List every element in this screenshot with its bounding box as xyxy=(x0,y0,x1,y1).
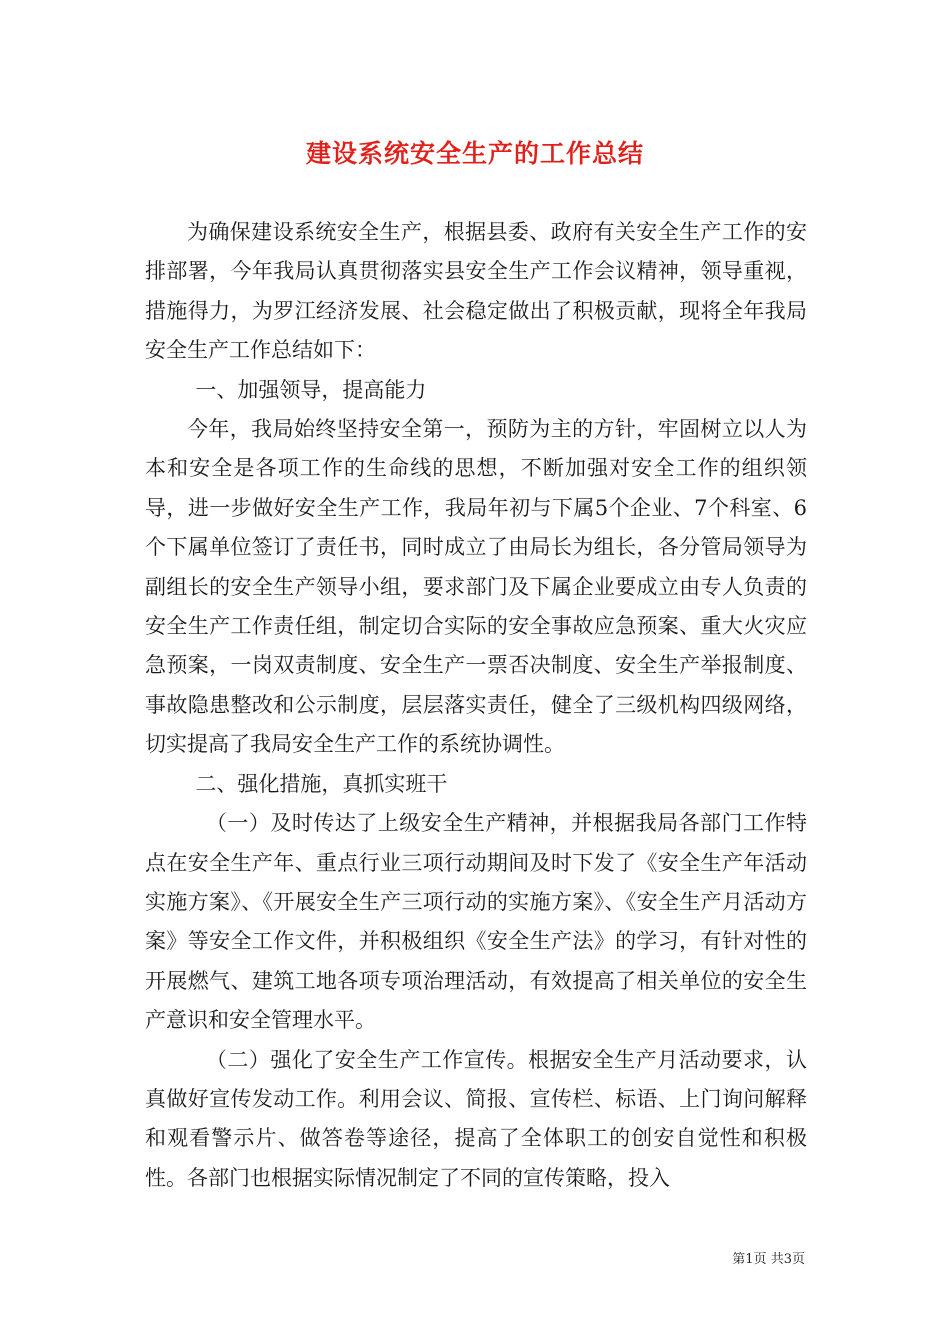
page-number-footer xyxy=(732,1248,805,1267)
footer-total-pages: 3 xyxy=(783,1252,792,1267)
footer-middle: 页 共 xyxy=(753,1252,784,1267)
footer-prefix: 第 xyxy=(732,1252,746,1267)
section-2-item-2: （二）强化了安全生产工作宣传。根据安全生产月活动要求，认真做好宣传发动工作。利用会议、简报、宣传栏、标语、上门询问解释和观看警示片、做答卷等途径，提高了全体职工的创安自觉性和积极性。各部门也根据实际情况制定了不同的宣传策略，投入 xyxy=(145,1047,807,1190)
section-2-item-1: （一）及时传达了上级安全生产精神，并根据我局各部门工作特点在安全生产年、重点行业三项行动期间及时下发了《安全生产年活动实施方案》、《开展安全生产三项行动的实施方案》、《安全生产月活动方案》等安全工作文件，并积极组织《安全生产法》的学习，有针对性的开展燃气、建筑工地各项专项治理活动，有效提高了相关单位的安全生产意识和安全管理水平。 xyxy=(145,811,807,1033)
document-body xyxy=(145,213,807,1198)
document-title: 建设系统安全生产的工作总结 xyxy=(305,139,644,168)
section-heading-2: 二、强化措施，真抓实班干 xyxy=(195,771,448,796)
intro-paragraph: 为确保建设系统安全生产，根据县委、政府有关安全生产工作的安排部署，今年我局认真贯彻落实县安全生产工作会议精神，领导重视，措施得力，为罗江经济发展、社会稳定做出了积极贡献，现将全年我局安全生产工作总结如下： xyxy=(145,220,807,363)
footer-current-page: 1 xyxy=(745,1252,754,1267)
section-1-paragraph: 今年，我局始终坚持安全第一，预防为主的方针，牢固树立以人为本和安全是各项工作的生命线的思想，不断加强对安全工作的组织领导，进一步做好安全生产工作，我局年初与下属5个企业、7个科室、6个下属单位签订了责任书，同时成立了由局长为组长，各分管局领导为副组长的安全生产领导小组，要求部门及下属企业要成立由专人负责的安全生产工作责任组，制定切合实际的安全事故应急预案、重大火灾应急预案，一岗双责制度、安全生产一票否决制度、安全生产举报制度、事故隐患整改和公示制度，层层落实责任，健全了三级机构四级网络，切实提高了我局安全生产工作的系统协调性。 xyxy=(145,417,807,757)
section-heading-1: 一、加强领导，提高能力 xyxy=(195,377,427,402)
footer-suffix: 页 xyxy=(791,1252,805,1267)
